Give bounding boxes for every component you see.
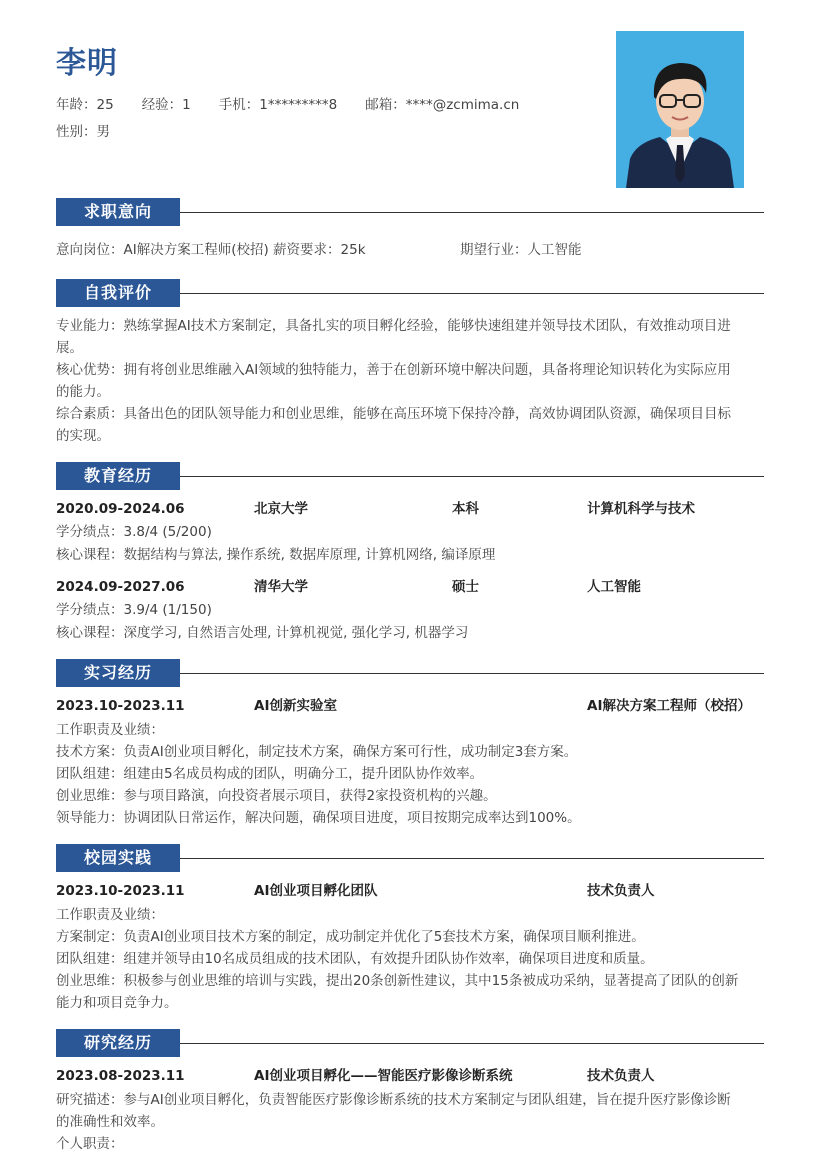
section-title: 研究经历 [56, 1029, 180, 1057]
edu-courses: 核心课程：数据结构与算法, 操作系统, 数据库原理, 计算机网络, 编译原理 [56, 547, 496, 563]
internship-line: 团队组建：组建由5名成员构成的团队，明确分工，提升团队协作效率。 [56, 766, 484, 782]
age-field: 年龄：25 [56, 97, 114, 113]
research-entry-header [56, 1065, 764, 1087]
divider [180, 476, 764, 477]
intent-position: 意向岗位：AI解决方案工程师(校招) 薪资要求：25k [56, 242, 366, 258]
internship-line: 技术方案：负责AI创业项目孵化，制定技术方案，确保方案可行性，成功制定3套方案。 [56, 744, 578, 760]
internship-line: 领导能力：协调团队日常运作，解决问题，确保项目进度，项目按期完成率达到100%。 [56, 810, 581, 826]
section-research-header [56, 1029, 764, 1057]
research-line: 个人职责： [56, 1136, 124, 1152]
campus-period: 2023.10-2023.11 [56, 883, 185, 899]
internship-line: 创业思维：参与项目路演，向投资者展示项目，获得2家投资机构的兴趣。 [56, 788, 497, 804]
edu-gpa: 学分绩点：3.8/4 (5/200) [56, 524, 212, 540]
edu-major: 计算机科学与技术 [587, 501, 695, 517]
research-line: 的准确性和效率。 [56, 1114, 164, 1130]
section-internship-header [56, 659, 764, 687]
internship-entry-header [56, 695, 764, 717]
divider [180, 212, 764, 213]
internship-org: AI创新实验室 [254, 698, 337, 714]
self-eval-line: 展。 [56, 340, 83, 356]
campus-role: 技术负责人 [587, 883, 655, 899]
edu-school: 北京大学 [254, 501, 308, 517]
internship-period: 2023.10-2023.11 [56, 698, 185, 714]
edu-major: 人工智能 [587, 579, 641, 595]
self-eval-line: 的能力。 [56, 384, 110, 400]
self-eval-line: 综合素质：具备出色的团队领导能力和创业思维，能够在高压环境下保持冷静，高效协调团队资源，确保项目目标 [56, 406, 731, 422]
campus-org: AI创业项目孵化团队 [254, 883, 378, 899]
experience-field: 经验：1 [141, 97, 191, 113]
section-education-header [56, 462, 764, 490]
email-field: 邮箱：****@zcmima.cn [365, 97, 520, 113]
education-entry-header [56, 498, 764, 520]
campus-line: 工作职责及业绩： [56, 907, 164, 923]
edu-period: 2024.09-2027.06 [56, 579, 185, 595]
phone-field: 手机：1*********8 [218, 97, 338, 113]
research-line: 研究描述：参与AI创业项目孵化，负责智能医疗影像诊断系统的技术方案制定与团队组建，旨在提升医疗影像诊断 [56, 1092, 731, 1108]
research-project: AI创业项目孵化——智能医疗影像诊断系统 [254, 1068, 513, 1084]
edu-period: 2020.09-2024.06 [56, 501, 185, 517]
section-title: 教育经历 [56, 462, 180, 490]
section-intent-header [56, 198, 764, 226]
internship-role: AI解决方案工程师（校招） [587, 698, 751, 714]
campus-line: 能力和项目竞争力。 [56, 995, 178, 1011]
section-campus-header [56, 844, 764, 872]
edu-gpa: 学分绩点：3.9/4 (1/150) [56, 602, 212, 618]
self-eval-line: 核心优势：拥有将创业思维融入AI领域的独特能力，善于在创新环境中解决问题，具备将理论知识转化为实际应用 [56, 362, 731, 378]
info-row-1 [56, 93, 547, 113]
edu-degree: 硕士 [452, 579, 479, 595]
edu-school: 清华大学 [254, 579, 308, 595]
self-eval-line: 专业能力：熟练掌握AI技术方案制定，具备扎实的项目孵化经验，能够快速组建并领导技术团队，有效推动项目进 [56, 318, 731, 334]
intent-row [56, 239, 764, 261]
section-title: 校园实践 [56, 844, 180, 872]
section-title: 实习经历 [56, 659, 180, 687]
campus-entry-header [56, 880, 764, 902]
avatar-illustration [616, 31, 744, 188]
divider [180, 293, 764, 294]
campus-line: 创业思维：积极参与创业思维的培训与实践，提出20条创新性建议，其中15条被成功采纳，显著提高了团队的创新 [56, 973, 739, 989]
education-entry-header [56, 576, 764, 598]
internship-line: 工作职责及业绩： [56, 722, 164, 738]
section-title: 求职意向 [56, 198, 180, 226]
section-title: 自我评价 [56, 279, 180, 307]
divider [180, 858, 764, 859]
campus-line: 团队组建：组建并领导由10名成员组成的技术团队，有效提升团队协作效率，确保项目进度和质量。 [56, 951, 654, 967]
section-self-eval-header [56, 279, 764, 307]
info-row-2 [56, 120, 138, 140]
profile-photo [616, 31, 744, 188]
edu-degree: 本科 [452, 501, 479, 517]
divider [180, 673, 764, 674]
research-role: 技术负责人 [587, 1068, 655, 1084]
divider [180, 1043, 764, 1044]
research-period: 2023.08-2023.11 [56, 1068, 185, 1084]
campus-line: 方案制定：负责AI创业项目技术方案的制定，成功制定并优化了5套技术方案，确保项目顺利推进。 [56, 929, 645, 945]
self-eval-line: 的实现。 [56, 428, 110, 444]
intent-industry: 期望行业：人工智能 [460, 242, 582, 258]
candidate-name: 李明 [56, 46, 118, 81]
gender-field: 性别：男 [56, 124, 110, 140]
edu-courses: 核心课程：深度学习, 自然语言处理, 计算机视觉, 强化学习, 机器学习 [56, 625, 469, 641]
